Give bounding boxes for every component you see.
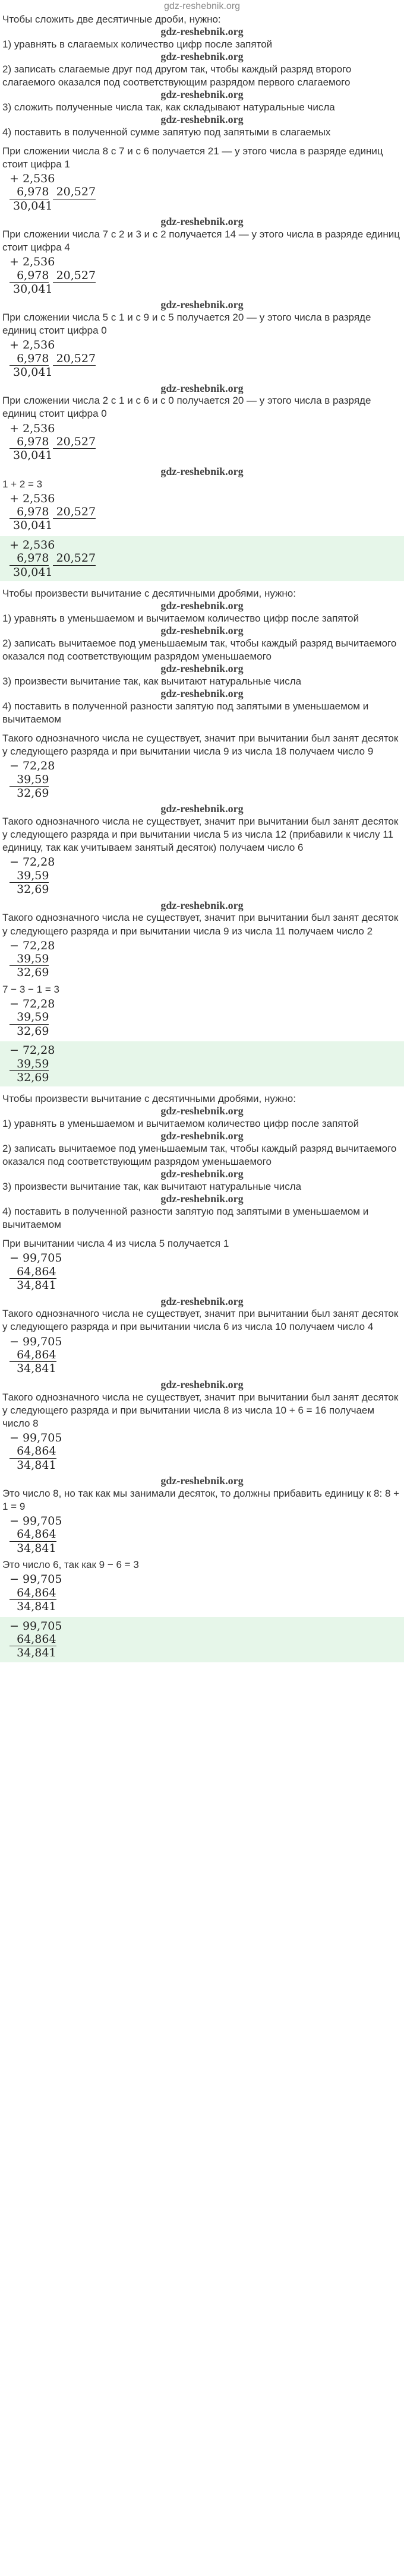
watermark: gdz-reshebnik.org bbox=[160, 600, 244, 612]
result-line: 64,864 bbox=[10, 1632, 56, 1646]
calc-line: − 99,705 bbox=[10, 1335, 62, 1348]
calc-line: 32,69 bbox=[10, 966, 49, 980]
watermark: gdz-reshebnik.org bbox=[160, 88, 244, 100]
calc-line: 34,841 bbox=[10, 1600, 56, 1614]
calc-line: 6,978 bbox=[10, 435, 49, 448]
watermark: gdz-reshebnik.org bbox=[160, 382, 244, 394]
subtraction-section bbox=[2, 587, 402, 1086]
calc-line: 20,527 bbox=[52, 351, 96, 365]
calc-line: 34,841 bbox=[10, 1362, 56, 1376]
calc-line: 20,527 bbox=[52, 268, 96, 282]
result-line: − 99,705 bbox=[10, 1619, 62, 1633]
subtraction2-intro: Чтобы произвести вычитание с десятичными дробями, нужно: bbox=[2, 1093, 296, 1105]
calc-line: 6,978 bbox=[10, 268, 49, 282]
subtraction-step-2-calc bbox=[10, 856, 402, 896]
addition-rule-3: 3) сложить полученные числа так, как складывают натуральные числа bbox=[2, 101, 335, 113]
subtraction2-step-2-calc bbox=[10, 1335, 402, 1376]
calc-line: 34,841 bbox=[10, 1458, 56, 1472]
watermark: gdz-reshebnik.org bbox=[160, 1295, 244, 1307]
subtraction-step-4-text: 7 − 3 − 1 = 3 bbox=[2, 983, 59, 995]
calc-line: 39,59 bbox=[10, 869, 49, 882]
calc-line: 64,864 bbox=[10, 1528, 56, 1541]
calc-line: − 72,28 bbox=[10, 997, 55, 1010]
calc-line: 20,527 bbox=[52, 505, 96, 519]
calc-line: 32,69 bbox=[10, 786, 49, 800]
watermark: gdz-reshebnik.org bbox=[160, 1168, 244, 1180]
subtraction2-rule-4: 4) поставить в полученной разности запятую под запятыми в уменьшаемом и вычитаемом bbox=[2, 1206, 369, 1231]
calc-line: 32,69 bbox=[10, 1024, 49, 1038]
calc-line: 30,041 bbox=[10, 282, 53, 296]
subtraction2-step-5-text: Это число 6, так как 9 − 6 = 3 bbox=[2, 1559, 139, 1571]
watermark: gdz-reshebnik.org bbox=[160, 299, 244, 311]
result-line: 30,041 bbox=[10, 565, 53, 579]
calc-line: 32,69 bbox=[10, 883, 49, 896]
subtraction-step-3-text: Такого однозначного числа не существует, значит при вычитании был занят десяток у следующего разряда и при вычитании числа 9 из числа 11 получаем число 2 bbox=[2, 912, 399, 937]
subtraction2-step-5-calc bbox=[10, 1573, 402, 1613]
calc-line: 6,978 bbox=[10, 351, 49, 365]
addition-step-4-text: При сложении числа 2 с 1 и с 6 и с 0 получается 20 — у этого числа в разряде единиц стоит цифра 0 bbox=[2, 395, 371, 420]
subtraction2-rule-1: 1) уравнять в уменьшаемом и вычитаемом количество цифр после запятой bbox=[2, 1118, 359, 1130]
calc-line: + 2,536 bbox=[10, 422, 55, 435]
watermark: gdz-reshebnik.org bbox=[160, 899, 244, 911]
watermark: gdz-reshebnik.org bbox=[160, 50, 244, 62]
addition-step-2-text: При сложении числа 7 с 2 и 3 и с 2 получается 14 — у этого числа в разряде единиц стоит цифра 4 bbox=[2, 228, 400, 254]
addition-result bbox=[0, 536, 404, 581]
result-line: + 2,536 bbox=[10, 538, 55, 552]
addition-intro: Чтобы сложить две десятичные дроби, нужно: bbox=[2, 14, 221, 25]
calc-line: 20,527 bbox=[52, 185, 96, 199]
addition-step-2-calc bbox=[10, 255, 402, 296]
subtraction-step-4-calc bbox=[10, 997, 402, 1038]
addition-step-5-text: 1 + 2 = 3 bbox=[2, 478, 43, 490]
subtraction2-step-2-text: Такого однозначного числа не существует, значит при вычитании был занят десяток у следующего разряда и при вычитании числа 6 из числа 10 получаем число 4 bbox=[2, 1308, 399, 1333]
watermark: gdz-reshebnik.org bbox=[160, 625, 244, 637]
subtraction-step-1-calc bbox=[10, 759, 402, 800]
watermark: gdz-reshebnik.org bbox=[160, 113, 244, 125]
site-header[interactable]: gdz-reshebnik.org bbox=[163, 1, 241, 11]
subtraction2-result bbox=[0, 1617, 404, 1662]
subtraction-step-2-text: Такого однозначного числа не существует, значит при вычитании был занят десяток у следующего разряда и при вычитании числа 5 из числа 12 (прибавили к числу 11 единицу, так как учитываем занятый десяток) получаем число 6 bbox=[2, 816, 399, 854]
calc-line: − 99,705 bbox=[10, 1514, 62, 1528]
calc-line: 64,864 bbox=[10, 1265, 56, 1278]
subtraction-step-1-text: Такого однозначного числа не существует, значит при вычитании был занят десяток у следующего разряда и при вычитании числа 9 из числа 18 получаем число 9 bbox=[2, 732, 399, 758]
watermark: gdz-reshebnik.org bbox=[160, 216, 244, 228]
addition-step-1-text: При сложении числа 8 с 7 и с 6 получается 21 — у этого числа в разряде единиц стоит цифра 1 bbox=[2, 145, 383, 170]
watermark: gdz-reshebnik.org bbox=[160, 1475, 244, 1487]
result-line: 6,978 bbox=[10, 552, 49, 565]
addition-step-5-calc bbox=[10, 492, 402, 533]
calc-line: + 2,536 bbox=[10, 255, 55, 269]
subtraction-rule-1: 1) уравнять в уменьшаемом и вычитаемом количество цифр после запятой bbox=[2, 612, 359, 624]
subtraction2-step-4-text: Это число 8, но так как мы занимали десяток, то должны прибавить единицу к 8: 8 + 1 = 9 bbox=[2, 1487, 400, 1512]
calc-line: + 2,536 bbox=[10, 492, 55, 505]
subtraction-intro: Чтобы произвести вычитание с десятичными дробями, нужно: bbox=[2, 588, 296, 600]
subtraction2-step-3-calc bbox=[10, 1431, 402, 1472]
watermark: gdz-reshebnik.org bbox=[160, 1105, 244, 1117]
addition-step-1-calc bbox=[10, 172, 402, 213]
addition-rule-4: 4) поставить в полученной сумме запятую под запятыми в слагаемых bbox=[2, 126, 331, 138]
addition-section bbox=[2, 13, 402, 581]
subtraction-rule-3: 3) произвести вычитание так, как вычитают натуральные числа bbox=[2, 675, 302, 687]
watermark: gdz-reshebnik.org bbox=[160, 1193, 244, 1205]
watermark: gdz-reshebnik.org bbox=[160, 803, 244, 815]
result-line: 20,527 bbox=[52, 552, 96, 565]
subtraction2-rule-3: 3) произвести вычитание так, как вычитают натуральные числа bbox=[2, 1181, 302, 1193]
addition-step-4-calc bbox=[10, 422, 402, 462]
subtraction-result bbox=[0, 1041, 404, 1086]
subtraction2-step-1-text: При вычитании числа 4 из числа 5 получается 1 bbox=[2, 1238, 229, 1250]
calc-line: − 99,705 bbox=[10, 1573, 62, 1586]
calc-line: 64,864 bbox=[10, 1348, 56, 1361]
calc-line: 34,841 bbox=[10, 1541, 56, 1555]
watermark: gdz-reshebnik.org bbox=[160, 26, 244, 38]
result-line: 34,841 bbox=[10, 1646, 56, 1660]
calc-line: − 99,705 bbox=[10, 1431, 62, 1444]
calc-line: 30,041 bbox=[10, 449, 53, 462]
calc-line: − 99,705 bbox=[10, 1251, 62, 1265]
calc-line: − 72,28 bbox=[10, 856, 55, 869]
watermark: gdz-reshebnik.org bbox=[160, 687, 244, 699]
subtraction2-step-3-text: Такого однозначного числа не существует, значит при вычитании был занят десяток у следующего разряда и при вычитании числа 8 из числа 10 + 6 = 16 получаем число 8 bbox=[2, 1391, 399, 1429]
addition-step-3-calc bbox=[10, 338, 402, 379]
calc-line: 20,527 bbox=[52, 435, 96, 448]
subtraction2-step-1-calc bbox=[10, 1251, 402, 1292]
calc-line: 6,978 bbox=[10, 505, 49, 519]
watermark: gdz-reshebnik.org bbox=[160, 465, 244, 477]
calc-line: − 72,28 bbox=[10, 759, 55, 773]
subtraction2-rule-2: 2) записать вычитаемое под уменьшаемым так, чтобы каждый разряд вычитаемого оказался под соответствующим разрядом уменьшаемого bbox=[2, 1143, 397, 1168]
subtraction2-step-4-calc bbox=[10, 1514, 402, 1555]
result-line: 39,59 bbox=[10, 1057, 49, 1070]
subtraction2-section bbox=[2, 1092, 402, 1662]
calc-line: 39,59 bbox=[10, 1010, 49, 1024]
addition-step-3-text: При сложении числа 5 с 1 и с 9 и с 5 получается 20 — у этого числа в разряде единиц стоит цифра 0 bbox=[2, 312, 371, 337]
subtraction-rule-2: 2) записать вычитаемое под уменьшаемым так, чтобы каждый разряд вычитаемого оказался под соответствующим разрядом уменьшаемого bbox=[2, 637, 397, 662]
calc-line: 34,841 bbox=[10, 1279, 56, 1292]
watermark: gdz-reshebnik.org bbox=[160, 663, 244, 675]
calc-line: 64,864 bbox=[10, 1444, 56, 1458]
result-line: 32,69 bbox=[10, 1070, 49, 1084]
calc-line: 39,59 bbox=[10, 952, 49, 966]
calc-line: 39,59 bbox=[10, 772, 49, 786]
subtraction-step-3-calc bbox=[10, 939, 402, 980]
calc-line: 6,978 bbox=[10, 185, 49, 199]
addition-rule-1: 1) уравнять в слагаемых количество цифр после запятой bbox=[2, 38, 273, 50]
calc-line: + 2,536 bbox=[10, 338, 55, 352]
calc-line: − 72,28 bbox=[10, 939, 55, 952]
calc-line: 64,864 bbox=[10, 1586, 56, 1599]
watermark: gdz-reshebnik.org bbox=[160, 1378, 244, 1390]
subtraction-rule-4: 4) поставить в полученной разности запятую под запятыми в уменьшаемом и вычитаемом bbox=[2, 700, 369, 725]
calc-line: 30,041 bbox=[10, 199, 53, 213]
result-line: − 72,28 bbox=[10, 1044, 55, 1057]
watermark: gdz-reshebnik.org bbox=[160, 1130, 244, 1142]
calc-line: + 2,536 bbox=[10, 172, 55, 185]
addition-rule-2: 2) записать слагаемые друг под другом так, чтобы каждый разряд второго слагаемого оказался под соответствующим разрядом первого слагаемого bbox=[2, 63, 352, 88]
calc-line: 30,041 bbox=[10, 519, 53, 533]
calc-line: 30,041 bbox=[10, 366, 53, 379]
